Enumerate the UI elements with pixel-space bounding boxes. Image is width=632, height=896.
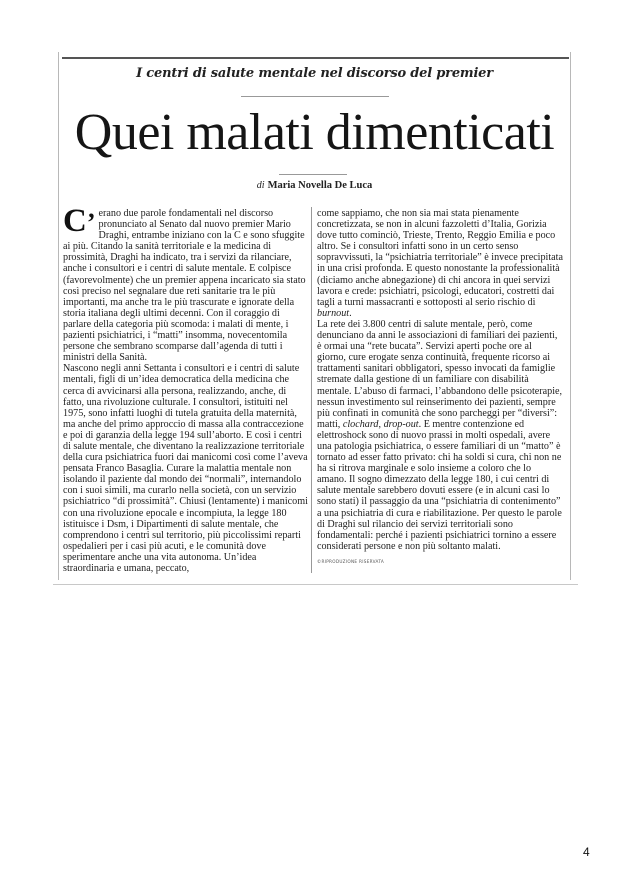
column-divider bbox=[311, 207, 312, 573]
body-paragraph bbox=[317, 208, 563, 319]
kicker-divider bbox=[241, 96, 389, 97]
emphasis-text: burnout bbox=[317, 307, 350, 319]
page-number: 4 bbox=[583, 845, 590, 859]
byline-divider bbox=[279, 174, 347, 175]
byline-prefix: di bbox=[256, 180, 265, 191]
body-text: . bbox=[349, 307, 352, 319]
body-text: , bbox=[378, 418, 384, 430]
body-text: come sappiamo, che non sia mai stata pienamente concretizzata, se non in alcuni fazzoletti d’Italia, Gorizia dove tutto cominciò, Trieste, Trento, Reggio Emilia e poco altro. Se i consultori infatti sono in un certo senso sopravvissuti, la “psichiatria territoriale” è invece precipitata in una crisi profonda. E questo nonostante la professionalità (diciamo anche abnegazione) di chi ancora in quei servizi lavora e crede: psichiatri, psicologi, educatori, costretti dai tagli a turni massacranti e sottoposti al serio rischio di bbox=[317, 208, 563, 308]
bottom-rule bbox=[53, 584, 578, 585]
article-clipping bbox=[58, 57, 571, 587]
byline-author: Maria Novella De Luca bbox=[267, 180, 373, 191]
byline bbox=[58, 180, 571, 191]
drop-cap-letter: C bbox=[63, 203, 87, 239]
article-headline: Quei malati dimenticati bbox=[74, 104, 555, 161]
copyright-notice: ©RIPRODUZIONE RISERVATA bbox=[317, 558, 385, 564]
top-rule bbox=[62, 57, 569, 59]
article-column-2 bbox=[317, 208, 563, 567]
lead-paragraph bbox=[63, 203, 309, 364]
emphasis-text: drop-out bbox=[383, 418, 419, 430]
article-kicker: I centri di salute mentale nel discorso del premier bbox=[136, 66, 493, 81]
drop-cap-apostrophe: ’ bbox=[86, 208, 96, 237]
body-paragraph: Nascono negli anni Settanta i consultori e i centri di salute mentali, figli di un’idea democratica della medicina che cerca di avvicinarsi alla persona, realizzando, anche, di fatto, una rivoluzione culturale. I consultori, istituiti nel 1975, sono infatti luoghi di tutela gratuita della maternità, ma anche del primo approccio di massa alla contraccezione e poi di garanzia della legge 194 sull’aborto. E così i centri di salute mentale, che diventano la realizzazione territoriale della cura psichiatrica fuori dai manicomi così come l’aveva pensata Franco Basaglia. Curare la malattia mentale non isolando il paziente dal mondo dei “normali”, internandolo con i suoi simili, ma curarlo nella società, con un servizio psichiatrico “di prossimità”. Chiusi (lentamente) i manicomi con una rivoluzione epocale e incompiuta, la legge 180 istituisce i Dsm, i Dipartimenti di salute mentale, che comprendono i centri sul territorio, più piccolissimi reparti ospedalieri per i casi più acuti, e le comunità dove sperimentare anche una vita autonoma. Un’idea straordinaria e umana, peccato, bbox=[63, 363, 308, 574]
drop-cap bbox=[63, 203, 96, 239]
emphasis-text: clochard bbox=[342, 418, 379, 430]
body-paragraph bbox=[317, 319, 563, 552]
article-column-1 bbox=[63, 203, 309, 574]
body-text: . E mentre contenzione ed elettroshock sono di nuovo prassi in molti ospedali, avere una patologia psichiatrica, o essere familiari di un “matto” è tornato ad esser fatto privato: chi ha soldi si cura, chi non ne ha si ritrova marginale e solo insieme a coloro che lo amano. Il sogno dimezzato della legge 180, i cui centri di salute mentale sarebbero dovuti essere (e in alcuni casi lo sono stati) il passaggio da una “psichiatria di contenimento” a una psichiatria di cura e riabilitazione. Per questo le parole di Draghi sul rilancio dei servizi territoriali sono fondamentali: perché i pazienti psichiatrici tornino a essere considerati persone e non più soltanto malati. bbox=[317, 418, 562, 552]
lead-text: erano due parole fondamentali nel discorso pronunciato al Senato dal nuovo premier Mario Draghi, entrambe iniziano con la C e sono sfuggite ai più. Citando la sanità territoriale e la medicina di prossimità, Draghi ha indicato, tra i servizi da rilanciare, anche i consultori e i centri di salute mentale. E colpisce (favorevolmente) che un premier appena incaricato sia stato così preciso nel segnalare due reti sanitarie tra le più importanti, ma anche tra le più trascurate e ignorate della storia italiana degli ultimi decenni. Con il coraggio di parlare della categoria più scomoda: i malati di mente, i pazienti psichiatrici, i “matti” insomma, novecentomila persone che sembrano scomparse dall’agenda di tutti i ministri della Sanità. bbox=[63, 208, 306, 364]
body-text: La rete dei 3.800 centri di salute mentale, però, come denunciano da anni le associazioni di familiari dei pazienti, è ormai una “rete bucata”. Servizi aperti poche ore al giorno, cure erogate senza continuità, frequente ricorso ai trattamenti sanitari obbligatori, spesso invocati da famiglie stremate dalla gestione di un familiare con disabilità mentale. L’abuso di farmaci, l’abbandono delle psicoterapie, nessun investimento sul reinserimento dei pazienti, sempre più confinati in comunità che sono parcheggi per “diversi”: matti, bbox=[317, 318, 563, 430]
